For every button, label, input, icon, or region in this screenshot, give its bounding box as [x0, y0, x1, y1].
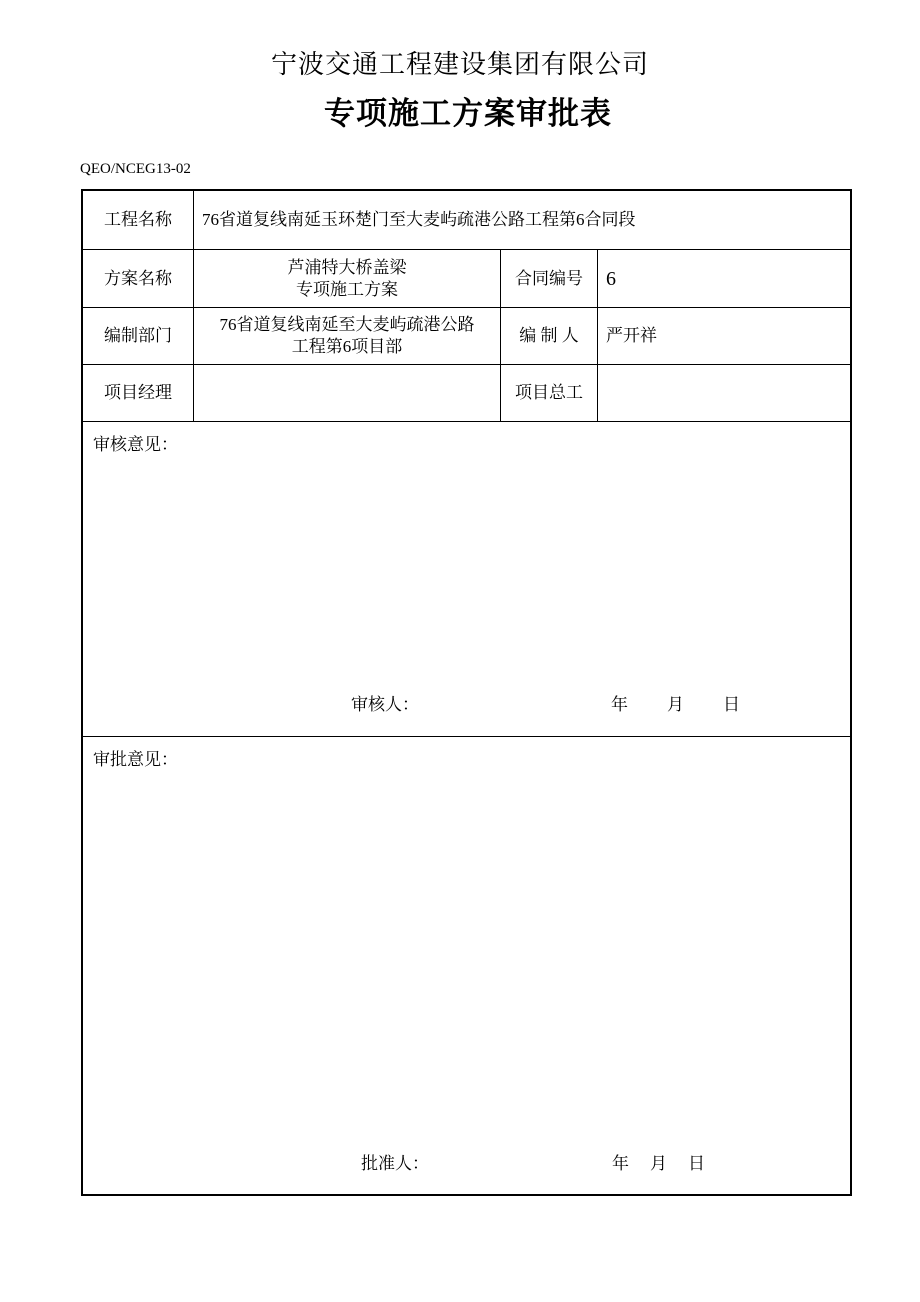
project-name-row: [83, 191, 850, 250]
approval-label: 审批意见：: [93, 750, 178, 769]
scheme-name-label: 方案名称: [83, 250, 194, 307]
scheme-name-value[interactable]: [194, 250, 501, 307]
scheme-name-line1: 芦浦特大桥盖梁: [287, 257, 407, 277]
chief-engineer-label: 项目总工: [501, 365, 598, 421]
approver-label: 批准人：: [361, 1154, 429, 1173]
pm-label: 项目经理: [83, 365, 194, 421]
form-code: QEO/NCEG13-02: [80, 161, 191, 177]
form-title: 专项施工方案审批表: [324, 96, 612, 132]
review-year-label: 年: [611, 695, 628, 714]
review-section[interactable]: [83, 422, 850, 737]
reviewer-label: 审核人：: [351, 695, 419, 714]
approval-year-label: 年: [612, 1154, 629, 1173]
manager-row: [83, 365, 850, 422]
pm-value[interactable]: [194, 365, 501, 421]
dept-label: 编制部门: [83, 308, 194, 364]
contract-no-label: 合同编号: [501, 250, 598, 307]
review-day-label: 日: [723, 695, 740, 714]
review-month-label: 月: [667, 695, 684, 714]
chief-engineer-value[interactable]: [598, 365, 852, 421]
approval-section[interactable]: [83, 737, 850, 1196]
scheme-name-line2: 专项施工方案: [296, 279, 398, 299]
approval-day-label: 日: [688, 1154, 705, 1173]
dept-value[interactable]: [194, 308, 501, 364]
approval-form: [81, 189, 852, 1196]
compiler-value[interactable]: 严开祥: [606, 326, 657, 345]
approval-month-label: 月: [650, 1154, 667, 1173]
compiler-label: 编 制 人: [501, 308, 598, 364]
scheme-name-row: [83, 250, 850, 308]
review-label: 审核意见：: [93, 435, 178, 454]
dept-line2: 工程第6项目部: [291, 337, 403, 356]
contract-no-value[interactable]: 6: [606, 267, 616, 290]
project-name-value[interactable]: 76省道复线南延玉环楚门至大麦屿疏港公路工程第6合同段: [202, 210, 636, 229]
dept-row: [83, 308, 850, 365]
company-name: 宁波交通工程建设集团有限公司: [270, 50, 649, 80]
project-name-label: 工程名称: [83, 191, 194, 249]
dept-line1: 76省道复线南延至大麦屿疏港公路: [219, 315, 475, 334]
